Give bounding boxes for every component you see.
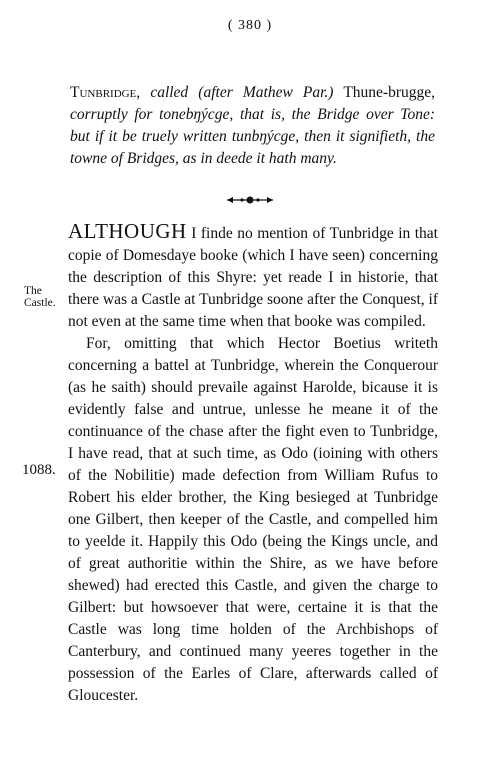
heading-name-3: tunbŋýcge, — [231, 128, 300, 145]
margin-year: 1088. — [22, 462, 56, 478]
heading-that-is: that is, the Bridge over Tone: — [239, 106, 436, 123]
drop-word: ALTHOUGH — [68, 219, 187, 243]
heading-place: Tunbridge, — [70, 84, 141, 101]
heading-name-2: tonebŋýcge, — [159, 106, 234, 123]
heading-name-1: Thune-brugge, — [343, 84, 435, 101]
heading-but-if: but if it be truely written — [70, 128, 227, 145]
body-text — [68, 220, 438, 707]
page-number: ( 380 ) — [227, 18, 273, 33]
paragraph-1 — [68, 220, 438, 333]
paragraph-1-text: I finde no mention of Tunbridge in that copie of Domesdaye booke (which I have seen) concerning the description of this Shyre: yet reade I in historie, that there was a Castle at Tunbridge soone after the Conquest, if not even at the same time when that booke was compiled. — [68, 225, 438, 330]
heading-called-after: called (after Mathew Par.) — [150, 84, 334, 101]
paragraph-2: For, omitting that which Hector Boetius writeth concerning a battel at Tunbridge, wherein the Conquerour (as he saith) should prevaile against Harolde, bicause it is evidently false and untrue, unlesse he meane it of the continuance of the chase after the fight even to Tunbridge, I have read, that at such time, as Odo (ioining with others of the Nobilitie) made defection from William Rufus to Robert his elder brother, the King besieged at Tunbridge one Gilbert, then keeper of the Castle, and compelled him to yeelde it. Happily this Odo (being the Kings uncle, and of great authoritie within the Shire, as we have before shewed) had erected this Castle, and given the charge to Gilbert: but howsoever that were, certaine it is that the Castle was long time holden of the Archbishops of Canterbury, and continued many yeeres together in the possession of the Earles of Clare, afterwards called of Gloucester. — [68, 335, 438, 704]
ornamental-divider-icon — [0, 192, 500, 210]
margin-note: The Castle. — [24, 285, 56, 309]
heading-then: then it signifieth, the towne of Bridges, as in deede it hath many. — [70, 128, 435, 167]
heading-corruptly-for: corruptly for — [70, 106, 153, 123]
section-heading — [70, 82, 435, 170]
